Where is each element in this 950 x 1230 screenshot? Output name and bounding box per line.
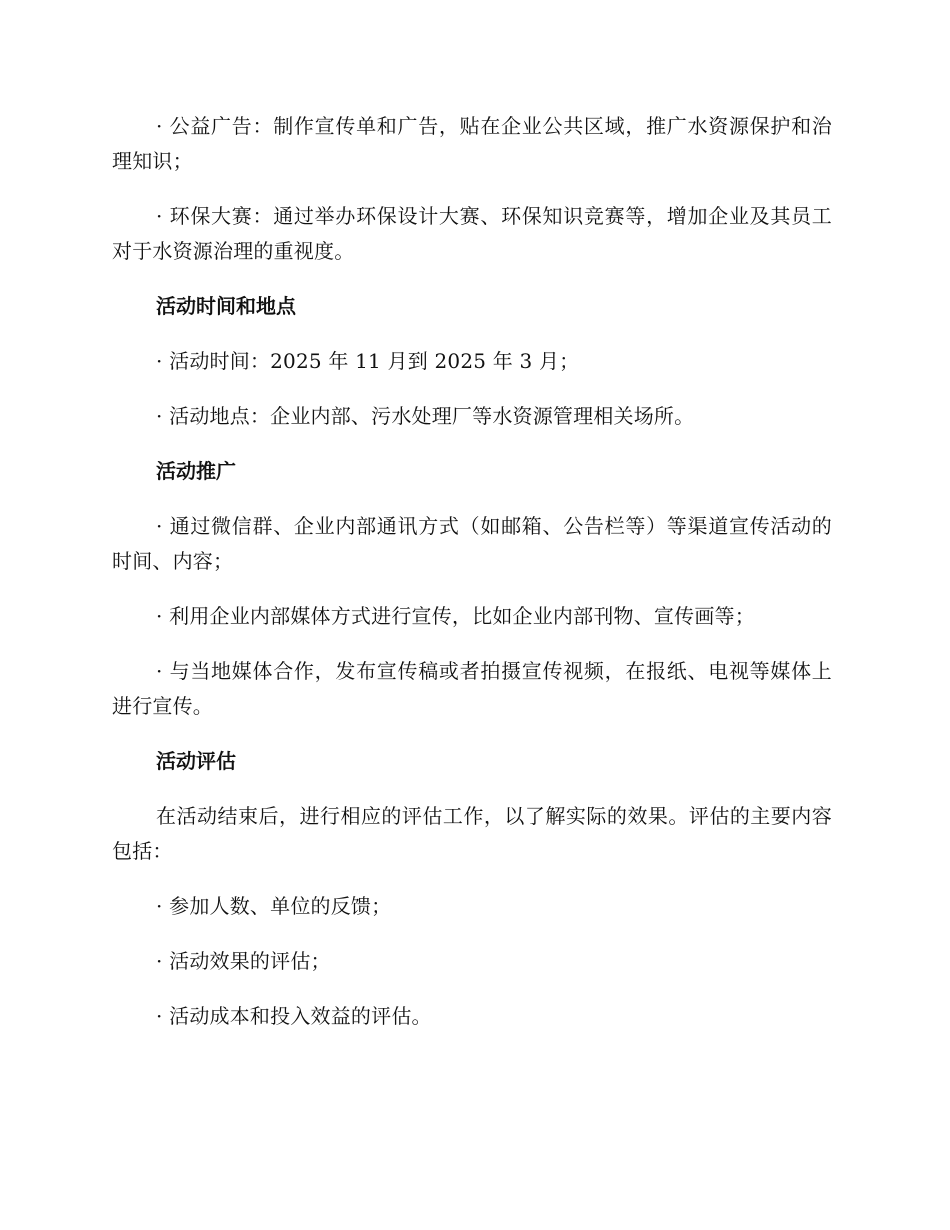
bullet-internal-media: · 利用企业内部媒体方式进行宣传，比如企业内部刊物、宣传画等；	[156, 604, 755, 628]
section-heading-promotion: 活动推广	[156, 459, 236, 483]
bullet-cost-benefit-evaluation: · 活动成本和投入效益的评估。	[156, 1004, 432, 1028]
bullet-eco-contest: · 环保大赛：通过举办环保设计大赛、环保知识竞赛等，增加企业及其员工对于水资源治理的重视度。	[112, 204, 832, 263]
bullet-effect-evaluation: · 活动效果的评估；	[156, 949, 331, 973]
document-body	[112, 109, 832, 1034]
bullet-activity-time: · 活动时间：2025 年 11 月到 2025 年 3 月；	[156, 349, 580, 373]
bullet-attendance-feedback: · 参加人数、单位的反馈；	[156, 894, 392, 918]
bullet-local-media: · 与当地媒体合作，发布宣传稿或者拍摄宣传视频，在报纸、电视等媒体上进行宣传。	[112, 659, 832, 718]
evaluation-intro: 在活动结束后，进行相应的评估工作，以了解实际的效果。评估的主要内容包括：	[112, 804, 832, 863]
section-heading-evaluation: 活动评估	[156, 749, 236, 773]
bullet-activity-location: · 活动地点：企业内部、污水处理厂等水资源管理相关场所。	[156, 404, 695, 428]
section-heading-time-place: 活动时间和地点	[156, 294, 296, 318]
bullet-wechat-promotion: · 通过微信群、企业内部通讯方式（如邮箱、公告栏等）等渠道宣传活动的时间、内容；	[112, 514, 832, 573]
bullet-public-ads: · 公益广告：制作宣传单和广告，贴在企业公共区域，推广水资源保护和治理知识；	[112, 114, 832, 173]
